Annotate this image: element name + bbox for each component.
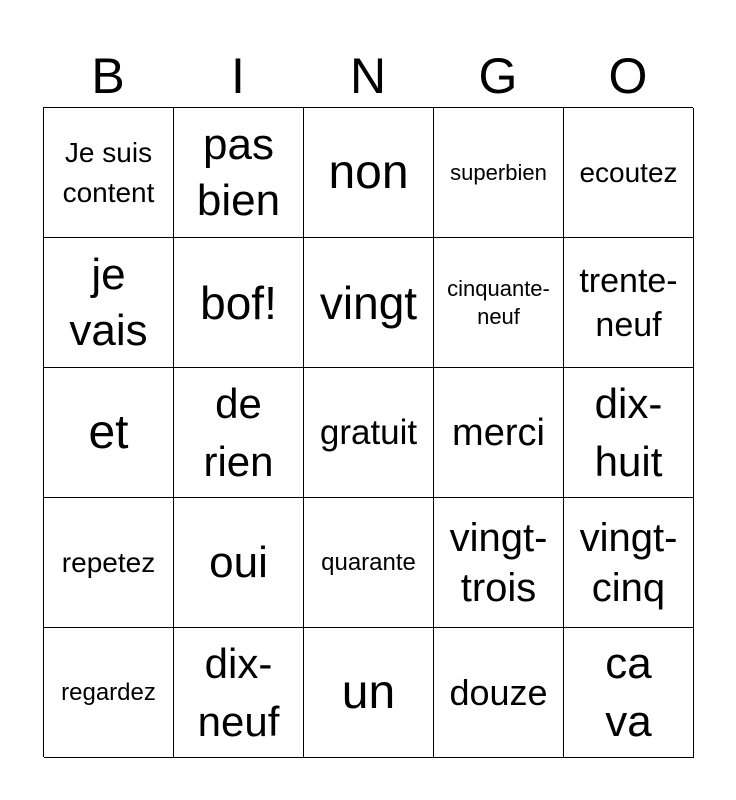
cell-text: pas bien [196, 119, 281, 225]
cell-text: un [341, 665, 396, 719]
bingo-cell[interactable] [434, 498, 564, 628]
cell-text: merci [452, 411, 545, 454]
bingo-cell[interactable] [174, 238, 304, 368]
cell-text: Je suis content [62, 136, 155, 208]
bingo-cell[interactable] [564, 628, 694, 758]
bingo-cell[interactable] [304, 108, 434, 238]
cell-text: repetez [61, 546, 156, 578]
header-letter-g: G [478, 48, 518, 104]
cell-text: bof! [200, 276, 277, 329]
bingo-cell[interactable] [564, 368, 694, 498]
cell-text: ca va [605, 638, 652, 746]
cell-text: je vais [69, 249, 148, 355]
bingo-cell[interactable] [564, 238, 694, 368]
bingo-cell[interactable] [44, 628, 174, 758]
cell-text: de rien [203, 379, 274, 485]
bingo-cell[interactable] [174, 368, 304, 498]
bingo-board [43, 107, 693, 757]
cell-text: dix-huit [594, 379, 663, 485]
bingo-cell[interactable] [44, 498, 174, 628]
bingo-cell[interactable] [564, 108, 694, 238]
cell-text: vingt-cinq [579, 515, 678, 610]
header-letter-n: N [349, 48, 387, 104]
cell-text: trente-neuf [579, 261, 678, 344]
cell-text: superbien [450, 159, 547, 185]
bingo-cell[interactable] [434, 628, 564, 758]
cell-text: cinquante-neuf [447, 275, 550, 329]
bingo-cell[interactable] [304, 498, 434, 628]
cell-text: ecoutez [579, 156, 678, 188]
bingo-cell[interactable] [174, 108, 304, 238]
cell-text: douze [449, 671, 548, 713]
bingo-cell[interactable] [304, 628, 434, 758]
bingo-cell[interactable] [304, 238, 434, 368]
bingo-cell[interactable] [174, 628, 304, 758]
bingo-cell[interactable] [44, 108, 174, 238]
header-letter-o: O [608, 48, 648, 104]
cell-text: gratuit [319, 412, 418, 452]
cell-text: quarante [321, 548, 416, 576]
bingo-cell[interactable] [44, 238, 174, 368]
bingo-header [43, 44, 693, 108]
cell-text: vingt-trois [449, 515, 548, 610]
cell-text: regardez [61, 678, 156, 706]
header-letter-b: B [91, 48, 125, 104]
bingo-cell[interactable] [434, 108, 564, 238]
bingo-cell[interactable] [44, 368, 174, 498]
bingo-cell[interactable] [434, 238, 564, 368]
cell-text: vingt [319, 276, 418, 329]
bingo-cell[interactable] [434, 368, 564, 498]
cell-text: dix-neuf [197, 639, 280, 745]
header-letter-i: I [231, 48, 245, 104]
bingo-cell[interactable] [564, 498, 694, 628]
bingo-cell[interactable] [304, 368, 434, 498]
bingo-cell[interactable] [174, 498, 304, 628]
cell-text: oui [209, 537, 268, 587]
cell-text: non [328, 145, 409, 199]
cell-text: et [88, 405, 129, 459]
